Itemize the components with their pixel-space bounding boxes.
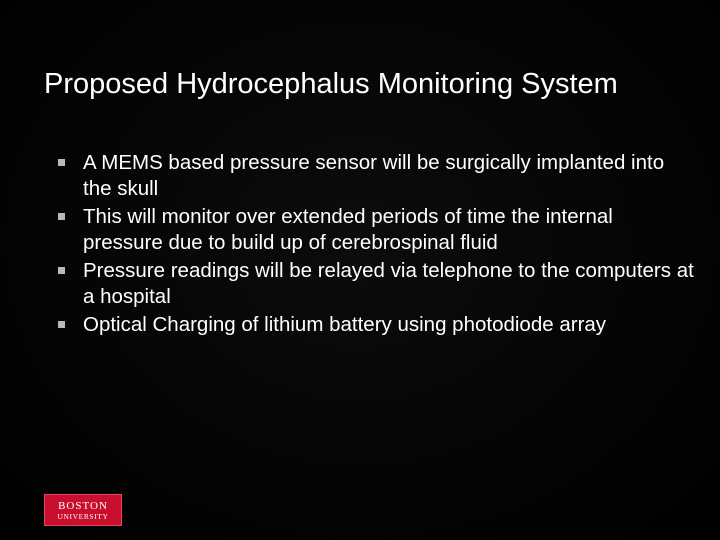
bullet-item bbox=[58, 258, 698, 309]
bullet-item bbox=[58, 204, 698, 255]
bullet-item bbox=[58, 312, 698, 338]
bullet-text: This will monitor over extended periods of time the internal pressure due to build up of cerebrospinal fluid bbox=[83, 205, 613, 254]
bullet-text: A MEMS based pressure sensor will be surgically implanted into the skull bbox=[83, 151, 665, 200]
square-bullet-icon bbox=[58, 321, 65, 328]
logo-line-boston: BOSTON bbox=[58, 499, 108, 512]
slide-title: Proposed Hydrocephalus Monitoring System bbox=[44, 68, 618, 100]
logo-line-university: UNIVERSITY bbox=[57, 511, 109, 521]
bullet-list bbox=[58, 150, 698, 341]
square-bullet-icon bbox=[58, 159, 65, 166]
square-bullet-icon bbox=[58, 213, 65, 220]
bullet-text: Optical Charging of lithium battery using photodiode array bbox=[83, 313, 607, 336]
bullet-text: Pressure readings will be relayed via telephone to the computers at a hospital bbox=[83, 259, 694, 308]
boston-university-logo bbox=[44, 494, 122, 526]
bullet-item bbox=[58, 150, 698, 201]
square-bullet-icon bbox=[58, 267, 65, 274]
